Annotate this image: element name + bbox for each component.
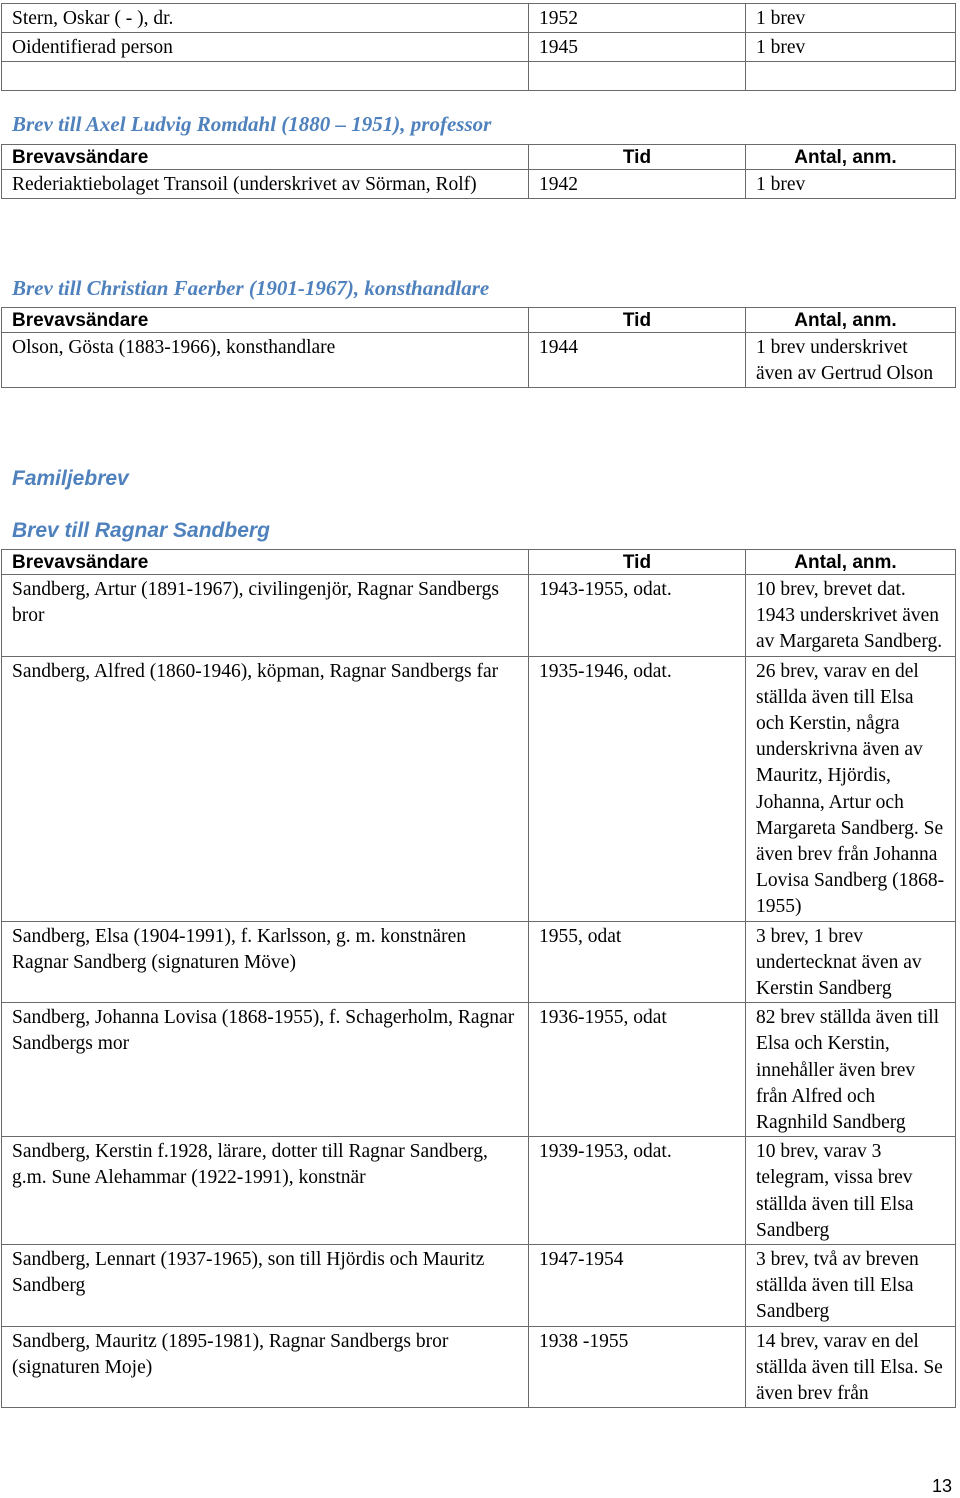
table-header-row	[2, 308, 956, 333]
empty-cell	[529, 62, 746, 91]
table-row	[2, 656, 956, 921]
section-heading-faerber: Brev till Christian Faerber (1901-1967), konsthandlare	[12, 276, 490, 300]
sender-cell: Sandberg, Artur (1891-1967), civilingenjör, Ragnar Sandbergs bror	[2, 575, 529, 657]
continuation-table	[1, 3, 956, 91]
sender-cell: Stern, Oskar ( - ), dr.	[2, 4, 529, 33]
page-number: 13	[931, 1476, 952, 1496]
sender-cell: Olson, Gösta (1883-1966), konsthandlare	[2, 333, 529, 388]
empty-cell	[746, 62, 956, 91]
sender-cell: Oidentifierad person	[2, 33, 529, 62]
column-header-time: Tid	[529, 308, 746, 333]
empty-cell	[2, 62, 529, 91]
time-cell: 1939-1953, odat.	[529, 1137, 746, 1245]
note-cell: 10 brev, brevet dat. 1943 underskrivet även av Margareta Sandberg.	[746, 575, 956, 657]
time-cell: 1952	[529, 4, 746, 33]
table-row	[2, 333, 956, 388]
time-cell: 1936-1955, odat	[529, 1003, 746, 1137]
sender-cell: Sandberg, Elsa (1904-1991), f. Karlsson, g. m. konstnären Ragnar Sandberg (signaturen Möve)	[2, 921, 529, 1003]
column-header-sender: Brevavsändare	[2, 145, 529, 170]
note-cell: 1 brev	[746, 170, 956, 199]
romdahl-table	[1, 144, 956, 199]
family-letters-heading: Familjebrev	[12, 467, 129, 490]
table-row	[2, 33, 956, 62]
table-row	[2, 62, 956, 91]
section-heading-romdahl: Brev till Axel Ludvig Romdahl (1880 – 1951), professor	[12, 112, 492, 136]
table-row	[2, 1003, 956, 1137]
column-header-time: Tid	[529, 550, 746, 575]
time-cell: 1942	[529, 170, 746, 199]
time-cell: 1935-1946, odat.	[529, 656, 746, 921]
column-header-note: Antal, anm.	[746, 145, 956, 170]
time-cell: 1943-1955, odat.	[529, 575, 746, 657]
note-cell: 26 brev, varav en del ställda även till Elsa och Kerstin, några underskrivna även av Mauritz, Hjördis, Johanna, Artur och Margareta Sandberg. Se även brev från Johanna Lovisa Sandberg (1868-1955)	[746, 656, 956, 921]
column-header-sender: Brevavsändare	[2, 550, 529, 575]
table-row	[2, 170, 956, 199]
sender-cell: Sandberg, Johanna Lovisa (1868-1955), f. Schagerholm, Ragnar Sandbergs mor	[2, 1003, 529, 1137]
note-cell: 3 brev, två av breven ställda även till Elsa Sandberg	[746, 1245, 956, 1327]
time-cell: 1955, odat	[529, 921, 746, 1003]
table-row	[2, 4, 956, 33]
table-header-row	[2, 145, 956, 170]
time-cell: 1938 -1955	[529, 1326, 746, 1408]
faerber-table	[1, 307, 956, 388]
table-row	[2, 921, 956, 1003]
table-row	[2, 1245, 956, 1327]
time-cell: 1947-1954	[529, 1245, 746, 1327]
table-row	[2, 1326, 956, 1408]
table-row	[2, 1137, 956, 1245]
table-row	[2, 575, 956, 657]
note-cell: 3 brev, 1 brev undertecknat även av Kerstin Sandberg	[746, 921, 956, 1003]
note-cell: 1 brev	[746, 4, 956, 33]
sender-cell: Sandberg, Alfred (1860-1946), köpman, Ragnar Sandbergs far	[2, 656, 529, 921]
note-cell: 10 brev, varav 3 telegram, vissa brev ställda även till Elsa Sandberg	[746, 1137, 956, 1245]
note-cell: 1 brev underskrivet även av Gertrud Olson	[746, 333, 956, 388]
sender-cell: Sandberg, Lennart (1937-1965), son till Hjördis och Mauritz Sandberg	[2, 1245, 529, 1327]
sandberg-table	[1, 549, 956, 1408]
note-cell: 82 brev ställda även till Elsa och Kerstin, innehåller även brev från Alfred och Ragnhild Sandberg	[746, 1003, 956, 1137]
sender-cell: Sandberg, Kerstin f.1928, lärare, dotter till Ragnar Sandberg, g.m. Sune Alehammar (1922-1991), konstnär	[2, 1137, 529, 1245]
time-cell: 1944	[529, 333, 746, 388]
note-cell: 1 brev	[746, 33, 956, 62]
note-cell: 14 brev, varav en del ställda även till Elsa. Se även brev från	[746, 1326, 956, 1408]
sender-cell: Sandberg, Mauritz (1895-1981), Ragnar Sandbergs bror (signaturen Moje)	[2, 1326, 529, 1408]
column-header-sender: Brevavsändare	[2, 308, 529, 333]
section-heading-sandberg: Brev till Ragnar Sandberg	[12, 519, 270, 542]
sender-cell: Rederiaktiebolaget Transoil (underskrivet av Sörman, Rolf)	[2, 170, 529, 199]
time-cell: 1945	[529, 33, 746, 62]
column-header-time: Tid	[529, 145, 746, 170]
column-header-note: Antal, anm.	[746, 308, 956, 333]
column-header-note: Antal, anm.	[746, 550, 956, 575]
table-header-row	[2, 550, 956, 575]
